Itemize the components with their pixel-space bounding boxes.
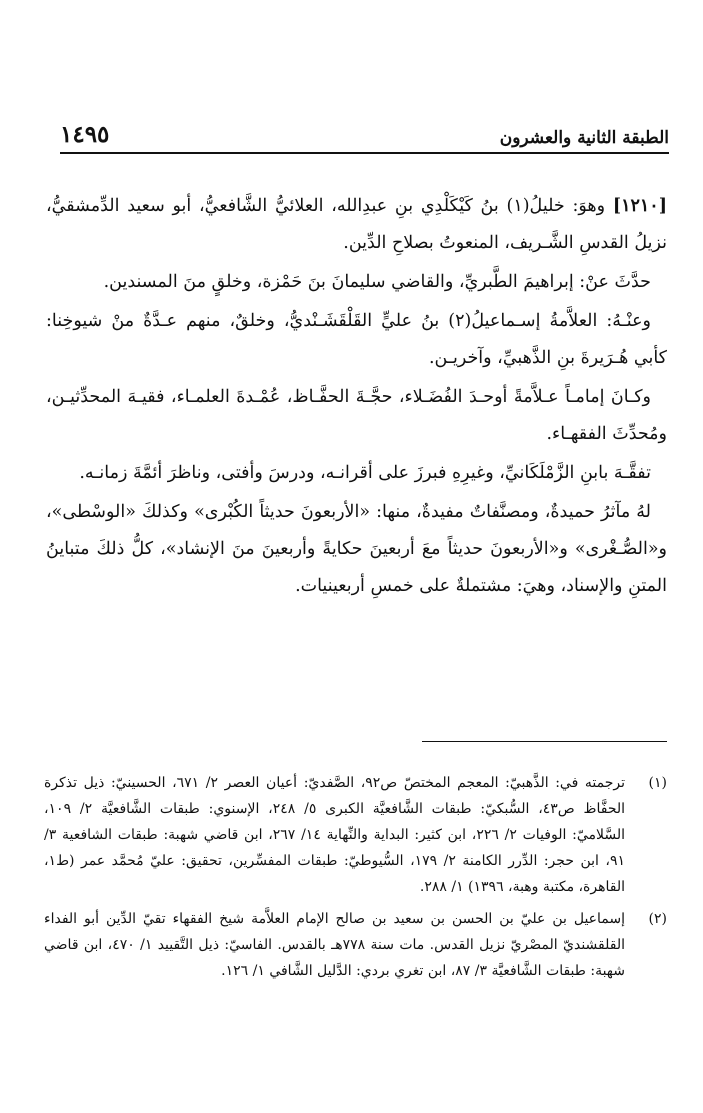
main-text	[46, 188, 667, 607]
entry-paragraph-2: حدَّثَ عنْ: إبراهيمَ الطَّبريِّ، والقاضي سليمانَ بنَ حَمْزة، وخلقٍ منَ المسندين.	[103, 272, 651, 292]
footnote-2	[44, 906, 667, 984]
footnote-marker: (٢)	[648, 911, 667, 927]
footnote-text: ترجمته في: الذَّهبيّ: المعجم المختصّ ص٩٢، الصَّفديّ: أعيان العصر ٢/ ٦٧١، الحسينيّ: ذيل تذكرة الحفَّاظ ص٤٣، السُّبكيّ: طبقات الشَّافعيَّة الكبرى ٥/ ٢٤٨، الإسنوي: طبقات الشَّافعيَّة ٢/ ١٠٩، السَّلاميّ: الوفيات ٢/ ٢٢٦، ابن كثير: البداية والنِّهاية ١٤/ ٢٦٧، ابن قاضي شهبة: طبقات الشافعية ٣/ ٩١، ابن حجر: الدِّرر الكامنة ٢/ ١٧٩، السُّيوطيّ: طبقات المفسِّرين، تحقيق: عليّ مُحمَّد عمر (ط١، القاهرة، مكتبة وهبة، ١٣٩٦) ١/ ٢٨٨.	[44, 775, 626, 895]
footnote-divider	[422, 741, 667, 742]
entry-paragraph-4: وكـانَ إمامـاً عـلاَّمةً أوحـدَ الفُضَـلاء، حجَّـةَ الحفَّـاظ، عُمْـدةَ العلمـاء، فقيـهَ المحدِّثيـن، ومُحدِّثَ الفقهـاء.	[46, 387, 667, 444]
running-head: الطبقة الثانية والعشرون	[499, 128, 669, 148]
entry-paragraph-6: لهُ مآثرُ حميدةٌ، ومصنَّفاتٌ مفيدةٌ، منها: «الأربعونَ حديثاً الكُبْرى» وكذلكَ «الوسْطى»، و«الصُّـغْرى» و«الأربعونَ حديثاً معَ أربعينَ حكايةً وأربعينَ منَ الإنشاد»، كلُّ ذلكَ متباينُ المتنِ والإسناد، وهيَ: مشتملةٌ على خمسِ أربعينيات.	[46, 502, 667, 596]
entry-paragraph-1	[46, 188, 667, 262]
entry-paragraph-1-text: وهوَ: خليلُ(١) بنُ كَيْكَلْدِي بنِ عبدِالله، العلائيُّ الشَّافعيُّ، أبو سعيد الدِّمشقيُّ، نزيلُ القدسِ الشَّـريف، المنعوتُ بصلاحِ الدِّين.	[46, 196, 667, 253]
footnotes	[44, 770, 667, 990]
entry-paragraph-5: تفقَّـهَ بابنِ الزَّمْلَكَانيِّ، وغيرِهِ فبرزَ على أقرانـه، ودرسَ وأفتى، وناظرَ أئمَّةَ زمانـه.	[79, 463, 651, 483]
page-number: ١٤٩٥	[60, 121, 110, 148]
entry-paragraph-3: وعنْـهُ: العلاَّمةُ إسـماعيلُ(٢) بنُ عليٍّ القَلْقَشَـنْديُّ، وخلقٌ، منهم عـدَّةٌ منْ شيوخِنا: كأبي هُـرَيرةَ بنِ الذَّهبيِّ، وآخريـن.	[46, 311, 667, 368]
page-header	[60, 112, 669, 154]
footnote-text: إسماعيل بن عليّ بن الحسن بن سعيد بن صالح الإمام العلاَّمة شيخ الفقهاء تقيّ الدِّين أبو الفداء القلقشنديّ المصْريّ نزيل القدس. مات سنة ٧٧٨هـ بالقدس. الفاسيّ: ذيل التَّقييد ١/ ٤٧٠، ابن قاضي شهبة: طبقات الشَّافعيَّة ٣/ ٨٧، ابن تغري بردي: الدَّليل الشَّافي ١/ ١٢٦.	[44, 911, 625, 979]
entry-number: [١٢١٠]	[612, 196, 667, 216]
footnote-marker: (١)	[648, 775, 667, 791]
footnote-1	[44, 770, 667, 900]
